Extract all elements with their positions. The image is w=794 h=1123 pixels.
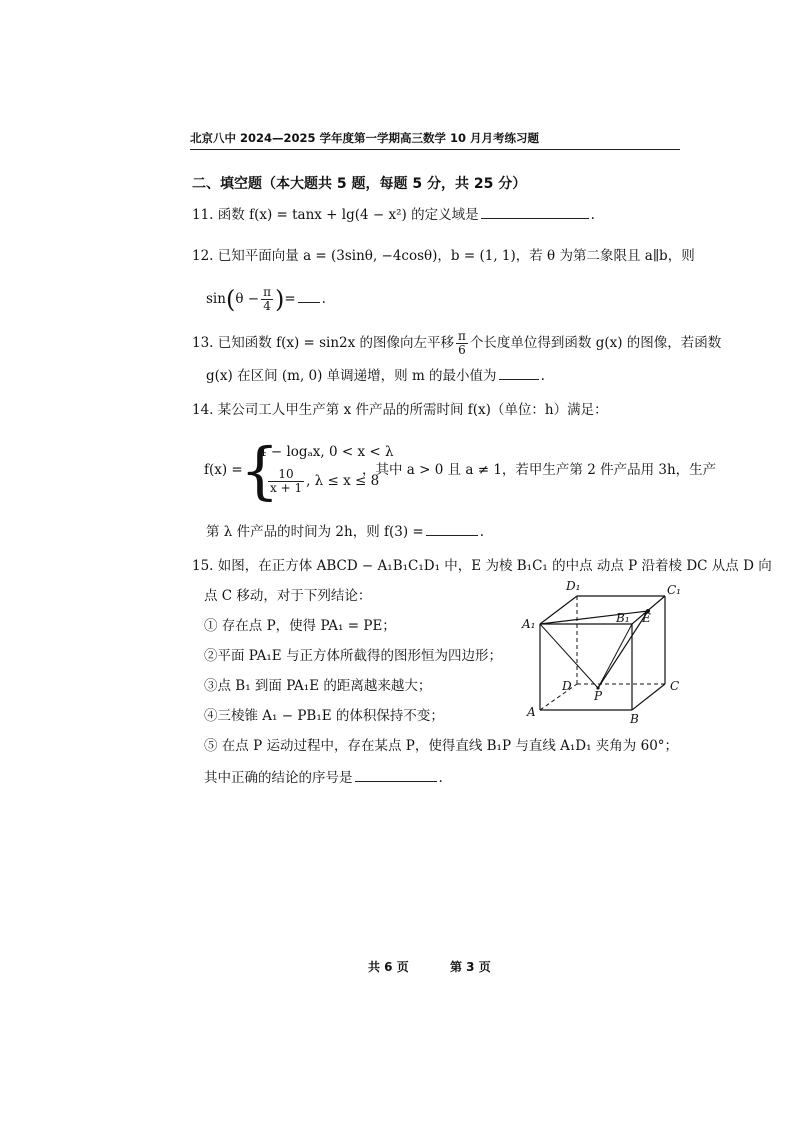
q15-item-1: ① 存在点 P，使得 PA₁ = PE； [204,618,396,634]
q14-line1: 某公司工人甲生产第 x 件产品的所需时间 f(x)（单位：h）满足： [217,402,608,418]
question-11 [192,205,595,225]
q12-eq: = [284,291,296,307]
label-a1: A₁ [522,617,536,631]
q12-sin: sin [206,291,226,307]
q14-case2-num: 10 [268,468,304,482]
label-d: D [562,679,572,693]
q15-end: . [438,770,443,786]
q11-end: . [590,207,595,223]
q13-frac-num: π [458,329,466,343]
q13-line1-post: 个长度单位得到函数 g(x) 的图像，若函数 [469,335,722,351]
footer-total-pages: 共 6 页 [368,960,409,974]
q12-end: . [321,291,326,307]
q11-text: 函数 f(x) = tanx + lg(4 − x²) 的定义域是 [217,207,479,223]
q14-lhs: f(x) = [204,462,243,478]
label-b1: B₁ [616,611,630,625]
q15-item-5: ⑤ 在点 P 运动过程中，存在某点 P，使得直线 B₁P 与直线 A₁D₁ 夹角为 60°； [204,738,679,754]
q12-line1: 已知平面向量 a = (3sinθ, −4cosθ)，b = (1, 1)，若 θ 为第二象限且 a∥b，则 [217,248,695,264]
q14-number: 14. [192,402,214,418]
q14-condition: ，其中 a > 0 且 a ≠ 1，若甲生产第 2 件产品用 3h，生产 [362,462,717,478]
q15-item-4: ④三棱锥 A₁ − PB₁E 的体积保持不变； [204,708,444,724]
question-12-line1 [192,246,695,266]
question-15-line1 [192,556,772,576]
q13-answer-blank [499,367,539,380]
q15-item-3: ③点 B₁ 到面 PA₁E 的距离越来越大； [204,678,432,694]
q14-line3: 第 λ 件产品的时间为 2h，则 f(3) = [206,524,424,540]
q13-number: 13. [192,335,214,351]
q11-answer-blank [481,206,589,219]
q12-answer-blank [298,290,320,303]
question-14-line1 [192,400,608,420]
left-paren: ( [225,285,236,314]
label-b: B [630,712,639,726]
q12-frac-num: π [263,285,271,299]
question-12-line2 [206,286,326,313]
cube-figure [520,578,690,728]
q14-case2-fraction [268,468,304,495]
q11-number: 11. [192,207,214,223]
q14-case2-cond: , λ ≤ x ≤ 8 [306,473,380,489]
edge-b-c [632,684,665,710]
footer-page-number: 第 3 页 [450,960,491,974]
header-divider [190,149,680,150]
q14-end: . [479,524,485,540]
q13-frac-den: 6 [458,343,466,357]
q15-line2: 点 C 移动，对于下列结论： [204,588,372,604]
label-c: C [670,679,680,693]
q12-number: 12. [192,248,214,264]
label-a: A [527,705,536,719]
label-e: E [642,611,651,625]
q14-answer-blank [426,523,478,536]
label-p: P [594,689,603,703]
q14-case1: 4 − logₐx, 0 < x < λ [258,444,394,460]
q13-end: . [540,368,545,384]
q14-case2-den: x + 1 [270,481,303,495]
question-13-line1 [192,330,721,357]
q13-line1-pre: 已知函数 f(x) = sin2x 的图像向左平移 [217,335,455,351]
q15-item-2: ②平面 PA₁E 与正方体所截得的图形恒为四边形； [204,648,502,664]
q15-number: 15. [192,558,214,574]
q12-inner: θ − [235,291,260,307]
q15-conclusion-line [204,768,443,788]
question-14-line3 [206,522,484,542]
line-p-b1 [598,624,632,688]
label-c1: C₁ [667,583,681,597]
q12-frac-den: 4 [263,299,271,313]
q15-line1: 如图，在正方体 ABCD − A₁B₁C₁D₁ 中，E 为棱 B₁C₁ 的中点 动点 P 沿着棱 DC 从点 D 向 [217,558,772,574]
q13-fraction [456,330,468,357]
q14-brace: { [240,434,280,507]
label-d1: D₁ [566,579,581,593]
q12-fraction [261,286,273,313]
line-a1-e [540,611,648,624]
q15-answer-blank [355,769,437,782]
question-13-line2 [206,366,545,386]
section-title: 二、填空题（本大题共 5 题，每题 5 分，共 25 分） [192,176,527,192]
q13-line2: g(x) 在区间 (m, 0) 单调递增，则 m 的最小值为 [206,368,497,384]
page-header: 北京八中 2024—2025 学年度第一学期高三数学 10 月月考练习题 [190,131,540,145]
right-paren: ) [274,285,285,314]
q15-conclusion: 其中正确的结论的序号是 [204,770,353,786]
